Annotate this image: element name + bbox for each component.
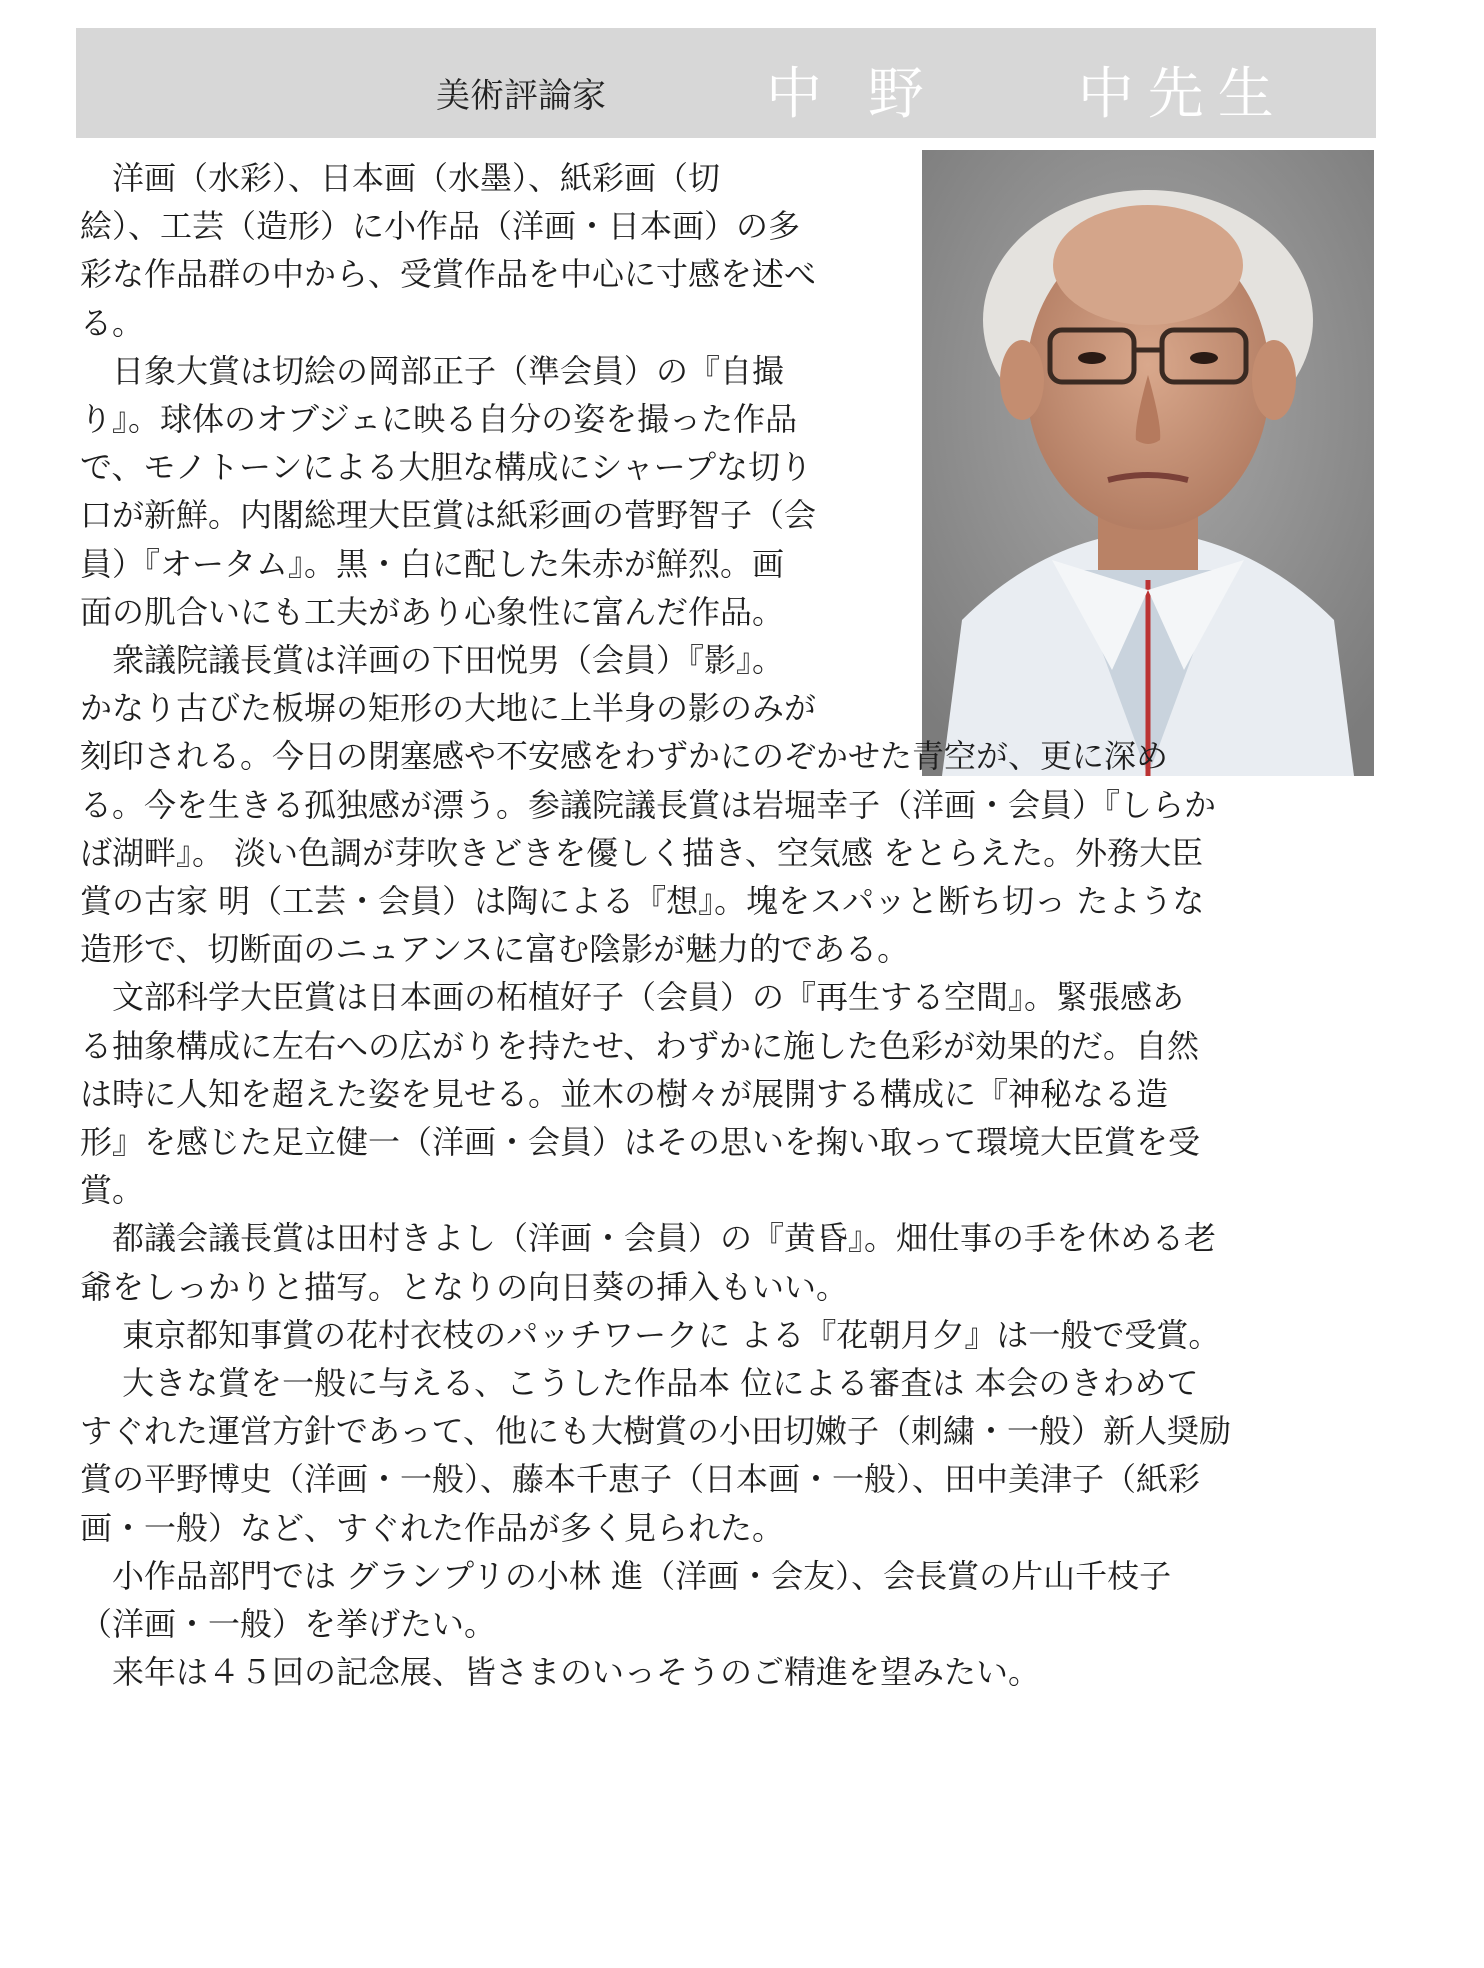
text-line: 賞の平野博史（洋画・一般）、藤本千恵子（日本画・一般）、田中美津子（紙彩 (80, 1460, 1201, 1499)
text-line: 画・一般）など、すぐれた作品が多く見られた。 (80, 1508, 785, 1547)
text-line: 刻印される。今日の閉塞感や不安感をわずかにのぞかせた青空が、更に深め (80, 737, 1169, 776)
text-line: （洋画・一般）を挙げたい。 (80, 1605, 497, 1643)
text-line: 来年は４５回の記念展、皆さまのいっそうのご精進を望みたい。 (80, 1653, 1041, 1692)
text-line: 絵）、工芸（造形）に小作品（洋画・日本画）の多 (80, 207, 801, 246)
text-line: る。今を生きる孤独感が漂う。参議院議長賞は岩堀幸子（洋画・会員）『しらか (80, 785, 1217, 824)
text-line: 小作品部門では グランプリの小林 進（洋画・会友）、会長賞の片山千枝子 (80, 1556, 1172, 1595)
text-line: 洋画（水彩）、日本画（水墨）、紙彩画（切 (80, 159, 721, 197)
text-line: かなり古びた板塀の矩形の大地に上半身の影のみが (80, 689, 817, 728)
text-line: 日象大賞は切絵の岡部正子（準会員）の『自撮 (80, 351, 785, 390)
author-photo (922, 150, 1374, 776)
text-line: ば湖畔』。 淡い色調が芽吹きどきを優しく描き、空気感 をとらえた。外務大臣 (80, 833, 1204, 872)
text-line: 形』を感じた足立健一（洋画・会員）はその思いを掬い取って環境大臣賞を受 (80, 1123, 1201, 1161)
text-line: で、モノトーンによる大胆な構成にシャープな切り (80, 448, 813, 487)
text-line: り』。球体のオブジェに映る自分の姿を撮った作品 (80, 400, 798, 438)
text-line: 賞。 (80, 1171, 145, 1210)
text-line: すぐれた運営方針であって、他にも大樹賞の小田切嫩子（刺繍・一般）新人奨励 (80, 1412, 1232, 1451)
text-line: は時に人知を超えた姿を見せる。並木の樹々が展開する構成に『神秘なる造 (80, 1074, 1169, 1113)
text-line: 員）『オータム』。黒・白に配した朱赤が鮮烈。画 (80, 544, 785, 583)
title-banner (76, 28, 1376, 138)
text-line: 彩な作品群の中から、受賞作品を中心に寸感を述べ (80, 255, 817, 294)
text-line: 賞の古家 明（工芸・会員）は陶による『想』。塊をスパッと断ち切っ たような (80, 882, 1205, 920)
text-line: る抽象構成に左右への広がりを持たせ、わずかに施した色彩が効果的だ。自然 (80, 1026, 1200, 1065)
text-line: 大きな賞を一般に与える、こうした作品本 位による審査は 本会のきわめて (80, 1364, 1199, 1402)
text-line: 面の肌合いにも工夫があり心象性に富んだ作品。 (80, 592, 785, 631)
text-line: 衆議院議長賞は洋画の下田悦男（会員）『影』。 (80, 641, 785, 679)
text-line: 東京都知事賞の花村衣枝のパッチワークに よる『花朝月夕』は一般で受賞。 (80, 1315, 1221, 1354)
text-line: 口が新鮮。内閣総理大臣賞は紙彩画の菅野智子（会 (80, 496, 817, 535)
text-line: 造形で、切断面のニュアンスに富む陰影が魅力的である。 (80, 930, 910, 969)
text-line: 文部科学大臣賞は日本画の柘植好子（会員）の『再生する空間』。緊張感あ (80, 978, 1185, 1017)
text-line: 爺をしっかりと描写。となりの向日葵の挿入もいい。 (80, 1267, 849, 1306)
author-name: 中 野 中先生 (766, 62, 1288, 127)
text-line: る。 (80, 303, 145, 342)
author-role: 美術評論家 (436, 76, 606, 116)
text-line: 都議会議長賞は田村きよし（洋画・会員）の『黄昏』。畑仕事の手を休める老 (80, 1219, 1217, 1258)
